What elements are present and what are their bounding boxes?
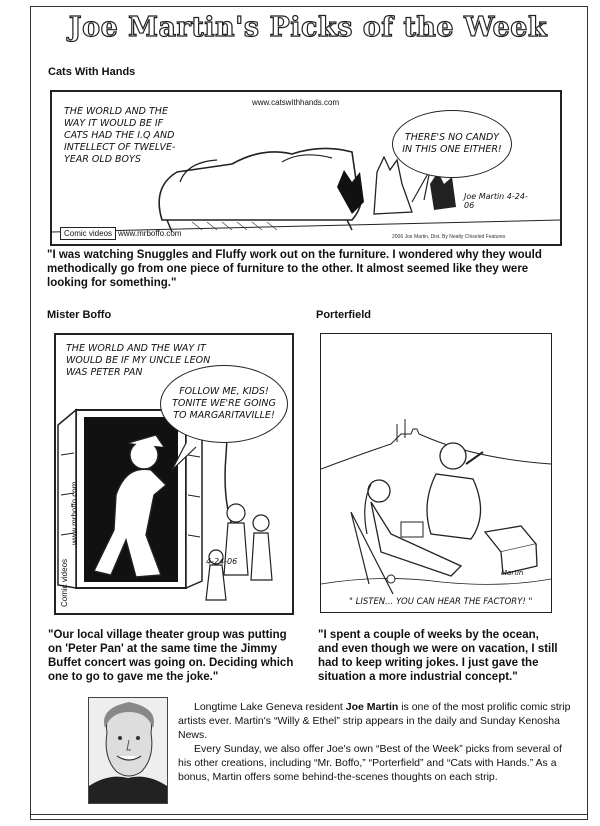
comic-videos-label-boffo: Comic videos xyxy=(60,558,69,607)
bio-text xyxy=(178,700,574,784)
cats-caption: "I was watching Snuggles and Fluffy work out on the furniture. I wondered why they would methodically go from one piece of furniture to the other. It almost seemed like they were looking for something." xyxy=(47,249,542,289)
strip-title-porterfield: Porterfield xyxy=(316,309,372,321)
cats-bubble-text: THERE'S NO CANDY IN THIS ONE EITHER! xyxy=(402,132,502,155)
porterfield-caption: "I spent a couple of weeks by the ocean, and even though we were on vacation, I still had to keep writing jokes. I just gave the situation a more industrial concept." xyxy=(318,629,558,683)
comic-panel-boffo xyxy=(54,333,294,615)
comic-panel-cats xyxy=(50,90,562,246)
strip-title-boffo: Mister Boffo xyxy=(47,309,112,321)
bio-p1-pre: Longtime Lake Geneva resident xyxy=(194,701,346,713)
porterfield-dialogue: " LISTEN... YOU CAN HEAR THE FACTORY! " xyxy=(349,597,533,607)
boffo-caption: "Our local village theater group was putting on 'Peter Pan' at the same time the Jimmy Buffet concert was going on. Deciding which one to go to gave me the joke." xyxy=(48,629,294,683)
boffo-bubble-text: FOLLOW ME, KIDS! TONITE WE'RE GOING TO MARGARITAVILLE! xyxy=(172,386,276,421)
page-title: Joe Martin's Picks of the Week xyxy=(68,12,548,43)
comic-videos-label-cats: Comic videos xyxy=(60,227,116,240)
cats-url: www.catswithhands.com xyxy=(252,98,340,107)
boffo-narration: THE WORLD AND THE WAY IT WOULD BE IF MY UNCLE LEON WAS PETER PAN xyxy=(66,343,211,378)
bio-p1-post: is one of the most prolific comic strip artists ever. Martin's “Willy & Ethel” strip appears in the daily and Sunday Kenosha News. xyxy=(178,701,571,741)
joe-martin-photo xyxy=(88,697,168,804)
mrboffo-site-cats: www.mrboffo.com xyxy=(118,229,182,238)
bottom-rule xyxy=(30,814,588,815)
cats-credit: 2006 Joe Martin, Dist. By Neatly Chiseled Features xyxy=(392,234,506,240)
cats-narration: THE WORLD AND THE WAY IT WOULD BE IF CATS HAD THE I.Q AND INTELLECT OF TWELVE-YEAR OLD BOYS xyxy=(64,106,176,165)
boffo-date: 4-24-06 xyxy=(206,557,238,566)
strip-title-cats: Cats With Hands xyxy=(48,66,136,78)
mrboffo-site-boffo: www.mrboffo.com xyxy=(70,481,79,545)
cats-signature: Joe Martin 4-24-06 xyxy=(464,192,528,210)
boffo-speech-bubble xyxy=(160,365,288,443)
portrait-illustration xyxy=(89,698,167,803)
bio-name: Joe Martin xyxy=(345,701,399,713)
bio-paragraph-2: Every Sunday, we also offer Joe's own “Best of the Week” picks from several of his other creations, including “Mr. Boffo,” “Porterfield” and “Cats with Hands.” As a bonus, Martin offers some behind-the-scenes thoughts on each strip. xyxy=(178,743,562,783)
bio-paragraph-1 xyxy=(178,700,574,742)
comic-panel-porterfield xyxy=(320,333,552,613)
porterfield-signature: Martin xyxy=(501,569,524,577)
cats-speech-bubble xyxy=(392,110,512,178)
